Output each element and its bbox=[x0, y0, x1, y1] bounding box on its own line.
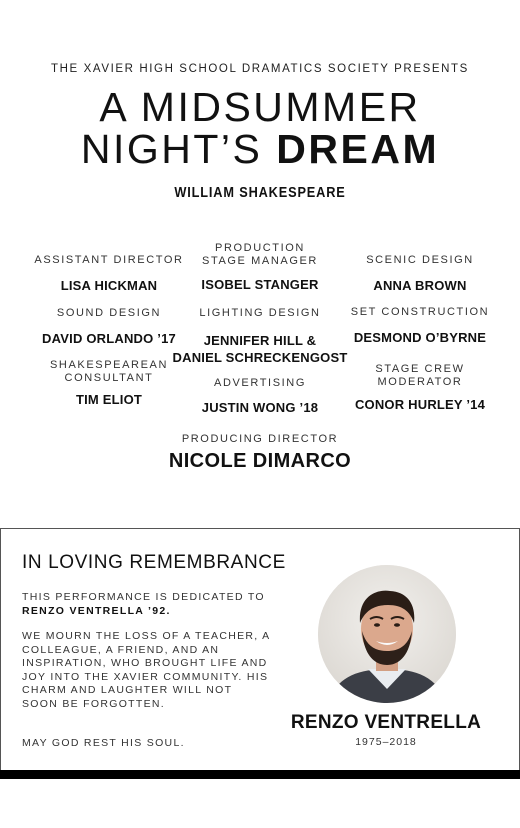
credit-set-construction bbox=[345, 306, 495, 346]
credit-name: JUSTIN WONG ’18 bbox=[201, 399, 319, 415]
credit-role: ADVERTISING bbox=[214, 377, 306, 389]
credit-role: SCENIC DESIGN bbox=[366, 254, 474, 266]
credit-advertising bbox=[180, 377, 340, 416]
author: WILLIAM SHAKESPEARE bbox=[174, 184, 346, 201]
title-line-2 bbox=[0, 128, 520, 170]
title-line-2-light: NIGHT’S bbox=[80, 126, 263, 172]
portrait-illustration bbox=[318, 565, 456, 703]
credit-role: SET CONSTRUCTION bbox=[350, 306, 490, 318]
presents-line: THE XAVIER HIGH SCHOOL DRAMATICS SOCIETY PRESENTS bbox=[51, 63, 469, 75]
bottom-divider-bar bbox=[0, 770, 520, 779]
credit-name: CONOR HURLEY ’14 bbox=[354, 397, 486, 412]
credit-role-line2: STAGE MANAGER bbox=[202, 254, 318, 267]
dedication-lead: THIS PERFORMANCE IS DEDICATED TO bbox=[22, 591, 265, 603]
credit-name-line2: DANIEL SCHRECKENGOST bbox=[172, 349, 348, 365]
credit-role-line1: PRODUCTION bbox=[215, 242, 305, 254]
show-title bbox=[0, 86, 520, 170]
dedication-name: RENZO VENTRELLA ’92. bbox=[22, 604, 171, 617]
credit-crew-moderator bbox=[345, 363, 495, 413]
credit-role-line1: STAGE CREW bbox=[375, 363, 465, 375]
credit-role-line2: CONSULTANT bbox=[64, 371, 154, 384]
credit-role: ASSISTANT DIRECTOR bbox=[34, 254, 184, 266]
credit-name: ISOBEL STANGER bbox=[201, 277, 319, 292]
title-line-1: A MIDSUMMER bbox=[99, 84, 421, 130]
credit-name-line1: JENNIFER HILL & bbox=[203, 332, 317, 348]
credit-role-line2: MODERATOR bbox=[377, 375, 463, 388]
credit-name: LISA HICKMAN bbox=[60, 277, 158, 293]
credit-name: DESMOND O’BYRNE bbox=[353, 329, 487, 345]
credit-stage-manager bbox=[180, 242, 340, 293]
credit-role-line1: SHAKESPEAREAN bbox=[49, 359, 168, 371]
producing-director-name: NICOLE DIMARCO bbox=[168, 450, 352, 472]
memorial-heading: IN LOVING REMEMBRANCE bbox=[22, 552, 286, 573]
credit-role: SOUND DESIGN bbox=[56, 307, 162, 319]
memorial-portrait bbox=[318, 565, 456, 703]
memorial-paragraph: WE MOURN THE LOSS OF A TEACHER, A COLLEAGUE, A FRIEND, AND AN INSPIRATION, WHO BROUGHT LIFE AND JOY INTO THE XAVIER COMMUNITY. HIS CHARM AND LAUGHTER WILL NOT SOON BE FORGOTTEN. bbox=[22, 630, 270, 710]
credit-consultant bbox=[34, 359, 184, 408]
memorial-name: RENZO VENTRELLA bbox=[290, 712, 482, 733]
credit-name: ANNA BROWN bbox=[373, 277, 467, 293]
credit-name: DAVID ORLANDO ’17 bbox=[42, 330, 176, 346]
credit-name: TIM ELIOT bbox=[75, 392, 143, 407]
dedication-text bbox=[22, 591, 292, 618]
producing-director-role: PRODUCING DIRECTOR bbox=[181, 433, 339, 445]
credit-scenic-design bbox=[345, 254, 495, 294]
credit-lighting-design bbox=[170, 307, 350, 366]
title-line-2-bold: DREAM bbox=[276, 126, 440, 172]
memorial-closing: MAY GOD REST HIS SOUL. bbox=[22, 737, 185, 749]
credit-sound-design bbox=[34, 307, 184, 347]
credit-role: LIGHTING DESIGN bbox=[199, 307, 321, 319]
credit-assistant-director bbox=[34, 254, 184, 294]
memorial-years: 1975–2018 bbox=[355, 736, 417, 748]
